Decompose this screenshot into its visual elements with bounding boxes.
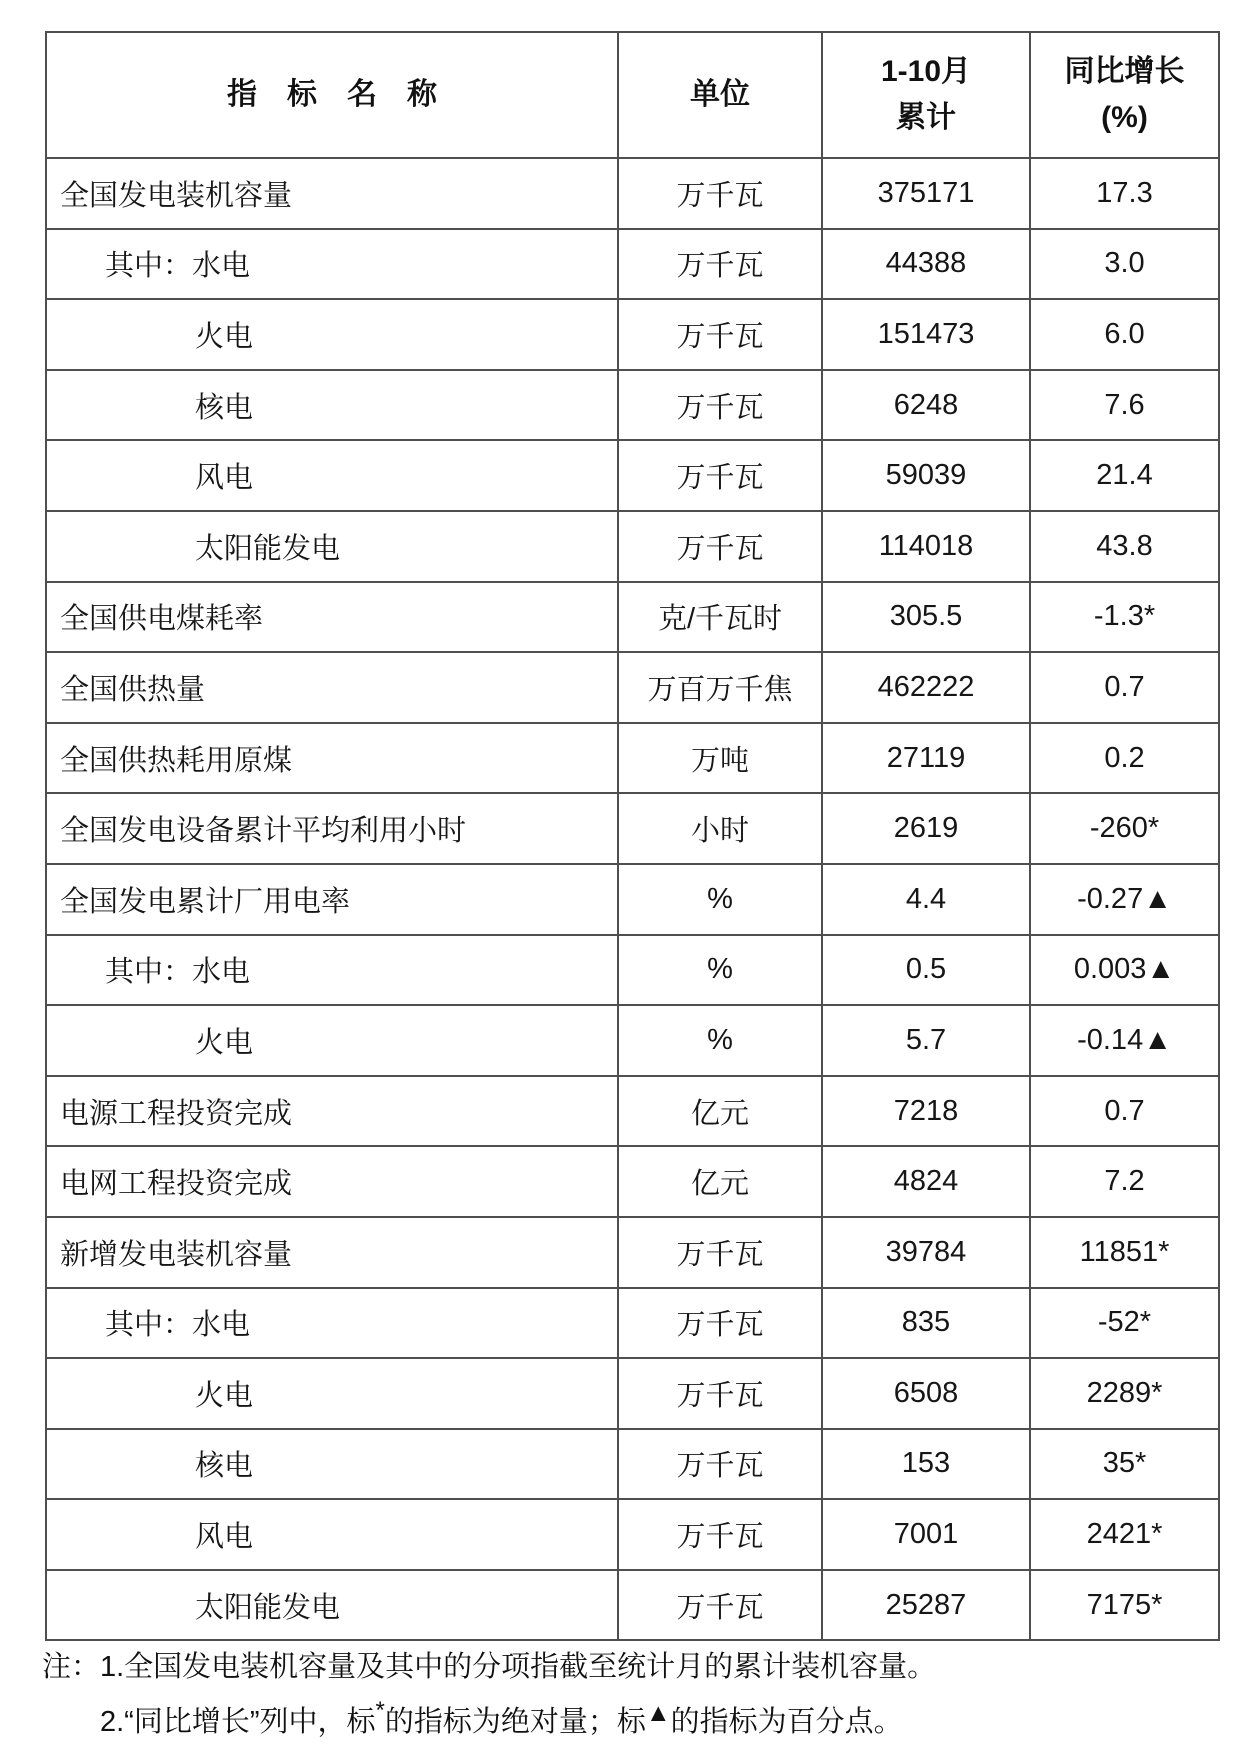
value-cell: 151473 [822,299,1030,370]
growth-cell: 17.3 [1030,158,1219,229]
unit-cell: 克/千瓦时 [618,582,822,653]
indicator-name-cell: 电源工程投资完成 [46,1076,618,1147]
unit-cell: 万千瓦 [618,1499,822,1570]
value-cell: 25287 [822,1570,1030,1641]
table-row [46,1217,1219,1288]
value-cell: 39784 [822,1217,1030,1288]
table-row [46,864,1219,935]
indicator-name-cell: 全国发电设备累计平均利用小时 [46,793,618,864]
indicator-name-cell: 火电 [46,1358,618,1429]
unit-cell: 万千瓦 [618,1217,822,1288]
value-cell: 7001 [822,1499,1030,1570]
table-row [46,1005,1219,1076]
growth-cell: 6.0 [1030,299,1219,370]
footnotes [42,1646,936,1744]
indicator-name-cell: 太阳能发电 [46,511,618,582]
table-row [46,440,1219,511]
table-row [46,1570,1219,1641]
growth-cell: -0.27▲ [1030,864,1219,935]
header-row [46,32,1219,158]
unit-cell: 万千瓦 [618,1358,822,1429]
table-row [46,229,1219,300]
header-growth-line1: 同比增长 [1064,54,1185,88]
table-row [46,511,1219,582]
indicator-name-cell: 全国供热量 [46,652,618,723]
growth-cell: 2421* [1030,1499,1219,1570]
value-cell: 7218 [822,1076,1030,1147]
statistics-table-container [45,31,1220,1641]
header-indicator-name: 指 标 名 称 [46,32,618,158]
unit-cell: % [618,864,822,935]
growth-cell: 0.7 [1030,1076,1219,1147]
unit-cell: % [618,1005,822,1076]
footnote-2-text: 的指标为绝对量；标 [384,1706,646,1738]
value-cell: 5.7 [822,1005,1030,1076]
indicator-name-cell: 火电 [46,299,618,370]
value-cell: 4.4 [822,864,1030,935]
growth-cell: -260* [1030,793,1219,864]
footnote-1: 注：1.全国发电装机容量及其中的分项指截至统计月的累计装机容量。 [42,1651,937,1683]
growth-cell: 0.003▲ [1030,935,1219,1006]
table-row [46,793,1219,864]
table-row [46,1499,1219,1570]
value-cell: 6508 [822,1358,1030,1429]
table-row [46,1429,1219,1500]
growth-cell: 0.7 [1030,652,1219,723]
unit-cell: 万千瓦 [618,1288,822,1359]
indicator-name-cell: 全国供电煤耗率 [46,582,618,653]
asterisk-marker: * [375,1697,385,1724]
value-cell: 27119 [822,723,1030,794]
indicator-name-cell: 电网工程投资完成 [46,1146,618,1217]
table-row [46,1076,1219,1147]
indicator-name-cell: 其中：水电 [46,1288,618,1359]
indicator-name-cell: 其中：水电 [46,935,618,1006]
value-cell: 835 [822,1288,1030,1359]
growth-cell: 2289* [1030,1358,1219,1429]
indicator-name-cell: 风电 [46,440,618,511]
table-row [46,582,1219,653]
unit-cell: 万吨 [618,723,822,794]
header-period-line1: 1-10月 [880,54,972,88]
value-cell: 0.5 [822,935,1030,1006]
growth-cell: 0.2 [1030,723,1219,794]
unit-cell: 万千瓦 [618,299,822,370]
header-growth-line2: (%) [1101,101,1148,134]
unit-cell: 万千瓦 [618,158,822,229]
table-row [46,370,1219,441]
indicator-name-cell: 核电 [46,370,618,441]
unit-cell: 亿元 [618,1076,822,1147]
unit-cell: 亿元 [618,1146,822,1217]
indicator-name-cell: 全国发电装机容量 [46,158,618,229]
table-row [46,1288,1219,1359]
indicator-name-cell: 核电 [46,1429,618,1500]
table-row [46,299,1219,370]
table-row [46,158,1219,229]
growth-cell: -0.14▲ [1030,1005,1219,1076]
value-cell: 4824 [822,1146,1030,1217]
indicator-name-cell: 火电 [46,1005,618,1076]
growth-cell: 35* [1030,1429,1219,1500]
unit-cell: 万千瓦 [618,1570,822,1641]
footnote-2 [42,1689,936,1744]
value-cell: 59039 [822,440,1030,511]
unit-cell: 万百万千焦 [618,652,822,723]
header-growth [1030,32,1219,158]
header-period [822,32,1030,158]
unit-cell: 万千瓦 [618,370,822,441]
unit-cell: 万千瓦 [618,511,822,582]
header-unit: 单位 [618,32,822,158]
indicator-name-cell: 全国发电累计厂用电率 [46,864,618,935]
table-row [46,1146,1219,1217]
table-row [46,935,1219,1006]
growth-cell: 21.4 [1030,440,1219,511]
growth-cell: 7.2 [1030,1146,1219,1217]
footnote-2-text: 的指标为百分点。 [670,1706,903,1738]
indicator-name-cell: 新增发电装机容量 [46,1217,618,1288]
value-cell: 6248 [822,370,1030,441]
indicator-name-cell: 风电 [46,1499,618,1570]
footnote-2-text: 2.“同比增长”列中，标 [100,1706,376,1738]
indicator-name-cell: 太阳能发电 [46,1570,618,1641]
value-cell: 114018 [822,511,1030,582]
growth-cell: 7175* [1030,1570,1219,1641]
table-header [46,32,1219,158]
value-cell: 375171 [822,158,1030,229]
value-cell: 305.5 [822,582,1030,653]
indicator-name-cell: 全国供热耗用原煤 [46,723,618,794]
value-cell: 153 [822,1429,1030,1500]
unit-cell: 万千瓦 [618,1429,822,1500]
value-cell: 462222 [822,652,1030,723]
unit-cell: % [618,935,822,1006]
growth-cell: 7.6 [1030,370,1219,441]
statistics-table [45,31,1220,1641]
growth-cell: 43.8 [1030,511,1219,582]
growth-cell: -52* [1030,1288,1219,1359]
growth-cell: -1.3* [1030,582,1219,653]
table-body [46,158,1219,1640]
table-row [46,652,1219,723]
header-period-line2: 累计 [896,101,956,134]
value-cell: 2619 [822,793,1030,864]
triangle-marker: ▲ [645,1699,671,1727]
unit-cell: 小时 [618,793,822,864]
unit-cell: 万千瓦 [618,440,822,511]
value-cell: 44388 [822,229,1030,300]
table-row [46,723,1219,794]
growth-cell: 11851* [1030,1217,1219,1288]
unit-cell: 万千瓦 [618,229,822,300]
growth-cell: 3.0 [1030,229,1219,300]
indicator-name-cell: 其中：水电 [46,229,618,300]
table-row [46,1358,1219,1429]
